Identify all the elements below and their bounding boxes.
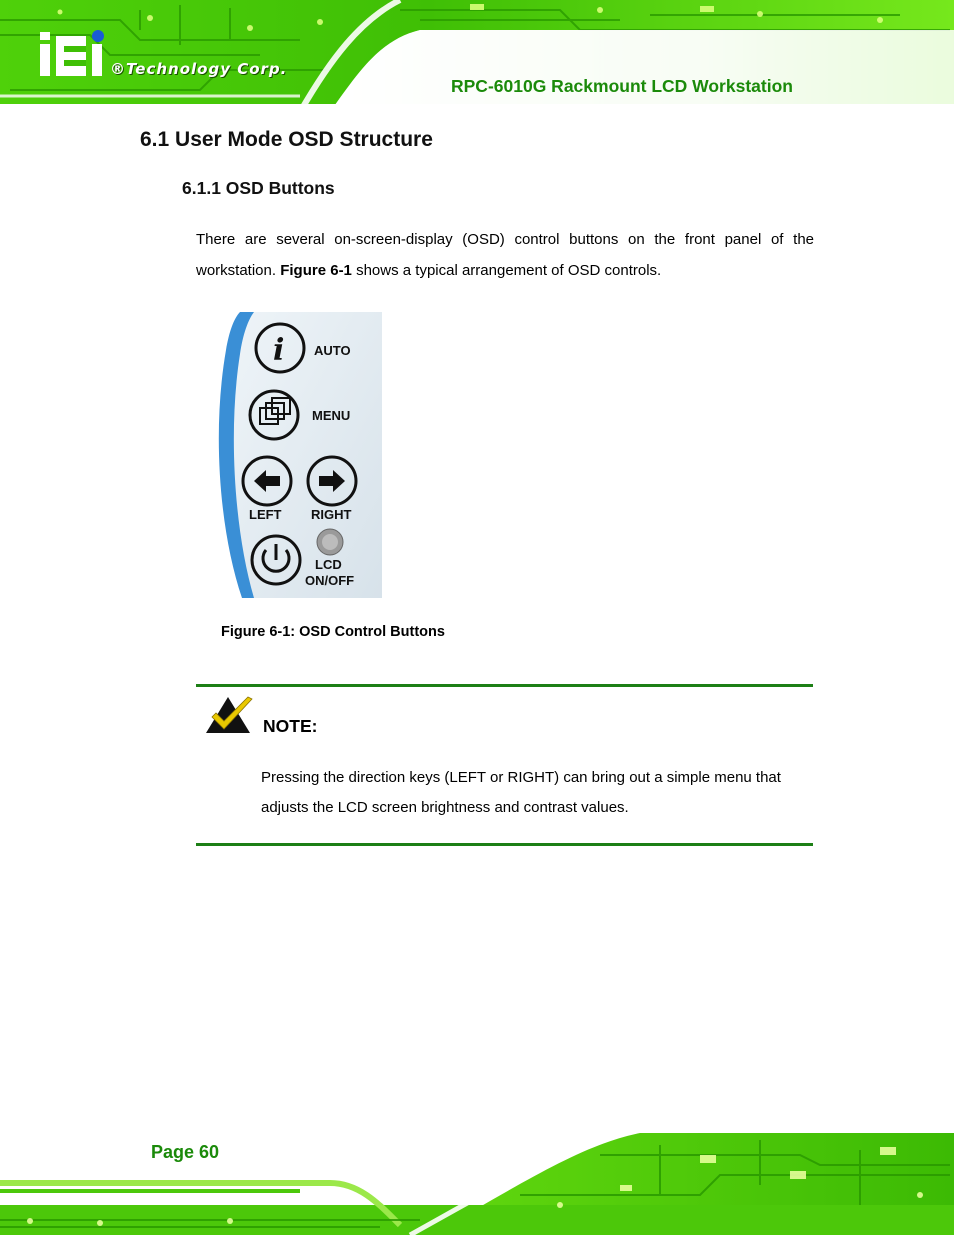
left-label: LEFT [249,507,282,522]
onoff-label: ON/OFF [305,573,355,588]
section-title: 6.1 User Mode OSD Structure [140,128,433,151]
note-checkmark-icon [204,695,254,735]
subsection-title: 6.1.1 OSD Buttons [182,178,335,198]
note-top-rule [196,684,813,687]
auto-label: AUTO [314,343,351,358]
page-header [0,0,954,112]
logo-text: ®Technology Corp. [110,60,288,78]
right-label: RIGHT [311,507,352,522]
paragraph-text-2: shows a typical arrangement of OSD controls. [356,262,662,279]
figure-reference-link[interactable]: Figure 6-1 [280,262,352,279]
note-line-1: Pressing the direction keys (LEFT or RIGHT) can bring out a simple menu that [261,769,781,786]
power-button[interactable] [252,536,300,584]
menu-button[interactable] [250,391,298,439]
page-footer [0,1125,954,1235]
note-text [261,763,821,823]
note-title: NOTE: [263,716,318,736]
auto-button[interactable] [256,324,304,372]
paragraph-text-1: There are several on-screen-display (OSD) control buttons on the front panel of the workstation. [196,231,814,279]
intro-paragraph [196,224,814,286]
page-number: Page 60 [151,1142,220,1162]
note-line-2: adjusts the LCD screen brightness and contrast values. [261,799,629,816]
menu-label: MENU [312,408,351,423]
figure-caption: Figure 6-1: OSD Control Buttons [221,624,445,640]
lcd-label: LCD [315,557,342,572]
iei-logo [38,30,110,80]
circuit-board-footer [0,1125,954,1235]
lcd-onoff-button[interactable] [317,529,343,555]
osd-panel-figure [214,310,384,600]
document-title: RPC-6010G Rackmount LCD Workstation [451,76,793,96]
note-bottom-rule [196,843,813,846]
right-button[interactable] [308,457,356,505]
left-button[interactable] [243,457,291,505]
svg-text:i: i [273,333,285,368]
